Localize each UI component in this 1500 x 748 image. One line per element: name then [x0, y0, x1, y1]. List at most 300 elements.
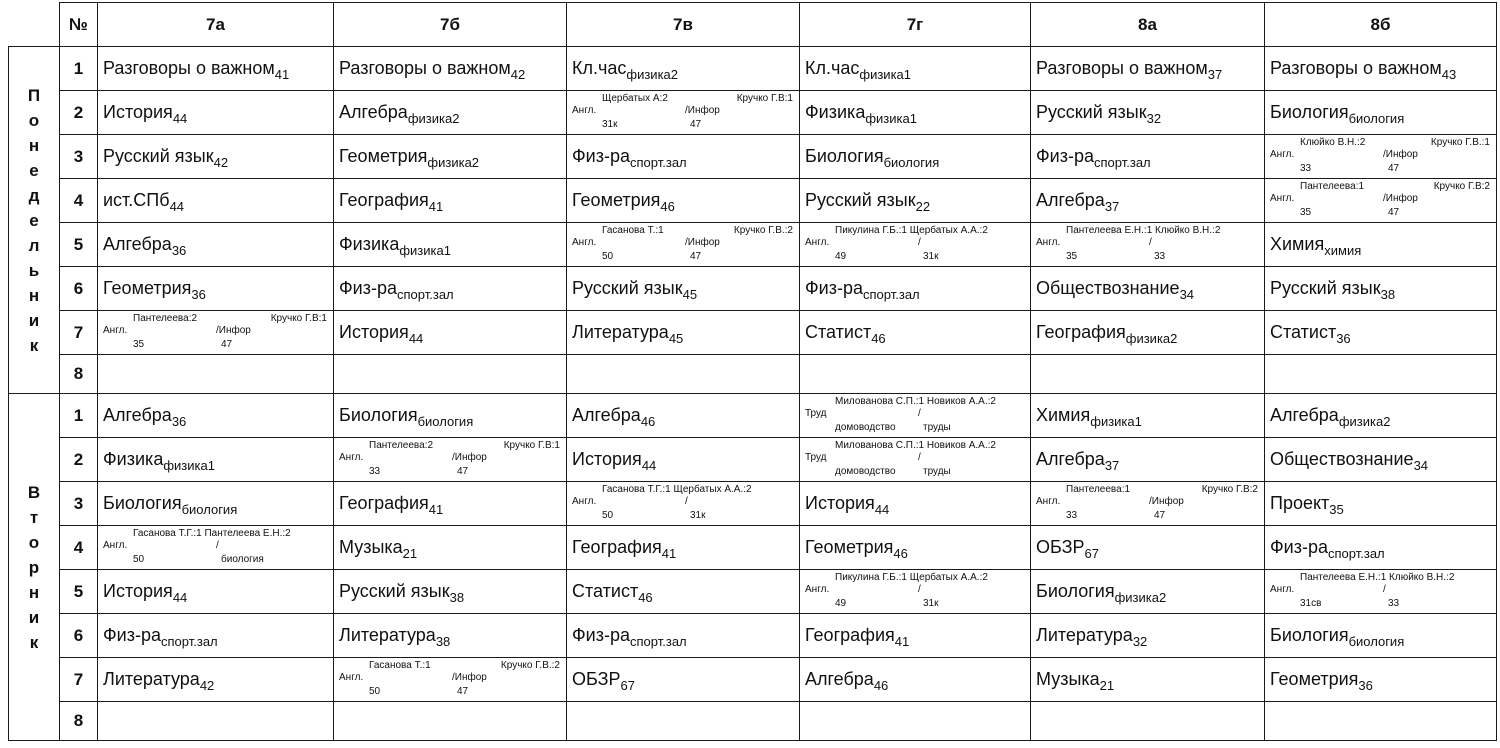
lesson-cell: [98, 179, 334, 223]
split-room: 49: [835, 597, 847, 609]
room-number: 46: [638, 590, 653, 605]
lesson-subject: [339, 405, 474, 429]
lesson-row: [9, 658, 1497, 702]
subject-name: География: [339, 190, 429, 210]
subject-name: Статист: [805, 322, 872, 342]
split-lesson: [103, 527, 333, 569]
lesson-subject: [1036, 405, 1142, 429]
split-room: 35: [1066, 250, 1078, 262]
room-number: 36: [1336, 331, 1351, 346]
lesson-subject: [805, 58, 912, 82]
lesson-cell: [334, 311, 567, 355]
room-number: 44: [169, 199, 185, 214]
subject-name: Биология: [1036, 581, 1115, 601]
lesson-cell: [1031, 526, 1265, 570]
day-label: [9, 47, 60, 394]
lesson-subject: [103, 405, 187, 429]
lesson-row: [9, 355, 1497, 394]
subject-name: Геометрия: [103, 278, 192, 298]
header-class-7g: 7г: [800, 3, 1031, 47]
split-subject: /: [1383, 583, 1386, 595]
lesson-subject: [1270, 102, 1405, 126]
lesson-subject: [805, 669, 889, 693]
lesson-cell: [1265, 394, 1497, 438]
lesson-subject: [339, 493, 444, 517]
subject-name: Музыка: [339, 537, 403, 557]
lesson-cell: [1265, 223, 1497, 267]
lesson-subject: [339, 625, 451, 649]
split-room: труды: [923, 465, 951, 477]
room-number: химия: [1324, 243, 1362, 258]
split-teacher: Пантелеева Е.Н.:1 Клюйко В.Н.:2: [1300, 571, 1455, 583]
split-teacher: Милованова С.П.:1 Новиков А.А.:2: [835, 395, 996, 407]
day-letter: т: [29, 507, 39, 527]
day-name: [28, 480, 40, 655]
room-number: спорт.зал: [630, 634, 687, 649]
lesson-subject: [1036, 322, 1178, 346]
subject-name: Геометрия: [572, 190, 661, 210]
lesson-cell: [98, 614, 334, 658]
subject-name: Разговоры о важном: [339, 58, 511, 78]
lesson-number: 5: [60, 223, 98, 267]
lesson-cell: [567, 267, 800, 311]
day-letter: н: [28, 135, 40, 155]
lesson-cell: [98, 702, 334, 741]
split-teacher: Кручко Г.В:2: [1433, 180, 1490, 192]
lesson-subject: [1270, 234, 1362, 258]
lesson-cell: [98, 394, 334, 438]
room-number: 44: [408, 331, 424, 346]
lesson-subject: [572, 190, 675, 214]
split-room: 47: [690, 250, 702, 262]
subject-name: Алгебра: [805, 669, 874, 689]
lesson-cell: [1031, 658, 1265, 702]
lesson-cell: [800, 267, 1031, 311]
lesson-cell: [800, 570, 1031, 614]
subject-name: Обществознание: [1270, 449, 1414, 469]
schedule-table: [8, 2, 1497, 741]
room-number: 46: [893, 546, 908, 561]
room-number: 35: [1329, 502, 1344, 517]
room-number: 38: [1380, 287, 1396, 302]
lesson-subject: [1036, 146, 1151, 170]
header-class-8b: 8б: [1265, 3, 1497, 47]
split-room: 47: [1388, 162, 1400, 174]
lesson-number: 8: [60, 355, 98, 394]
lesson-cell: [1265, 526, 1497, 570]
split-teacher: Гасанова Т.:1: [369, 659, 431, 671]
room-number: 36: [1358, 678, 1373, 693]
split-subject: Англ.: [1270, 148, 1295, 160]
subject-name: Литература: [572, 322, 669, 342]
split-subject: Англ.: [805, 583, 830, 595]
room-number: физика1: [859, 67, 912, 82]
lesson-subject: [103, 625, 218, 649]
split-lesson: [1270, 136, 1496, 178]
room-number: 41: [428, 502, 444, 517]
lesson-row: [9, 394, 1497, 438]
subject-name: Химия: [1036, 405, 1091, 425]
day-letter: В: [27, 482, 41, 502]
lesson-number: 6: [60, 614, 98, 658]
room-number: 38: [435, 634, 451, 649]
day-letter: е: [29, 160, 39, 180]
lesson-cell: [800, 47, 1031, 91]
split-lesson: [805, 571, 1030, 613]
split-teacher: Гасанова Т.Г.:1 Пантелеева Е.Н.:2: [133, 527, 291, 539]
split-lesson: [1270, 571, 1496, 613]
room-number: 44: [874, 502, 890, 517]
lesson-subject: [1036, 625, 1148, 649]
lesson-subject: [1036, 449, 1120, 473]
room-number: 37: [1104, 458, 1120, 473]
lesson-cell: [1265, 179, 1497, 223]
day-letter: н: [28, 582, 40, 602]
lesson-cell: [800, 311, 1031, 355]
lesson-subject: [103, 278, 206, 302]
day-letter: р: [28, 557, 40, 577]
lesson-cell: [567, 91, 800, 135]
split-room: 31к: [602, 118, 618, 130]
split-subject: Англ.: [572, 495, 597, 507]
day-letter: н: [28, 285, 40, 305]
room-number: 44: [172, 111, 188, 126]
split-teacher: Кручко Г.В.:2: [500, 659, 560, 671]
lesson-cell: [567, 482, 800, 526]
subject-name: История: [103, 102, 173, 122]
split-teacher: Кручко Г.В:2: [1201, 483, 1258, 495]
split-room: 47: [1388, 206, 1400, 218]
split-room: 33: [369, 465, 381, 477]
lesson-subject: [805, 146, 940, 170]
split-subject: Англ.: [572, 104, 597, 116]
room-number: физика1: [399, 243, 451, 258]
subject-name: Биология: [339, 405, 418, 425]
room-number: физика2: [1338, 414, 1391, 429]
lesson-cell: [334, 614, 567, 658]
split-room: 33: [1300, 162, 1312, 174]
lesson-subject: [1270, 669, 1373, 693]
subject-name: История: [103, 581, 173, 601]
lesson-subject: [805, 322, 886, 346]
subject-name: Физ-ра: [572, 625, 631, 645]
room-number: физика2: [1125, 331, 1178, 346]
lesson-subject: [805, 537, 908, 561]
lesson-subject: [572, 537, 677, 561]
subject-name: ОБЗР: [572, 669, 621, 689]
room-number: физика2: [427, 155, 480, 170]
split-subject: /Инфор: [1149, 495, 1184, 507]
lesson-subject: [1036, 190, 1120, 214]
split-subject: Англ.: [103, 324, 128, 336]
subject-name: История: [572, 449, 642, 469]
lesson-subject: [1036, 278, 1195, 302]
lesson-subject: [805, 625, 910, 649]
lesson-cell: [1265, 570, 1497, 614]
lesson-cell: [1031, 267, 1265, 311]
split-room: 47: [457, 685, 469, 697]
room-number: 32: [1146, 111, 1162, 126]
lesson-cell: [334, 482, 567, 526]
room-number: физика1: [865, 111, 917, 126]
subject-name: Физика: [103, 449, 164, 469]
split-subject: Англ.: [103, 539, 128, 551]
subject-name: Физ-ра: [805, 278, 864, 298]
lesson-row: [9, 311, 1497, 355]
split-lesson: [339, 439, 566, 481]
lesson-subject: [805, 102, 917, 126]
lesson-subject: [1036, 537, 1099, 561]
lesson-cell: [98, 135, 334, 179]
split-teacher: Гасанова Т.Г.:1 Щербатых А.А.:2: [602, 483, 752, 495]
room-number: 46: [660, 199, 675, 214]
header-class-7v: 7в: [567, 3, 800, 47]
lesson-subject: [1270, 537, 1385, 561]
subject-name: Русский язык: [1270, 278, 1381, 298]
room-number: 38: [449, 590, 465, 605]
split-room: 47: [1154, 509, 1166, 521]
lesson-cell: [334, 267, 567, 311]
lesson-row: [9, 526, 1497, 570]
lesson-row: [9, 135, 1497, 179]
split-subject: Англ.: [1036, 495, 1061, 507]
split-room: 50: [369, 685, 381, 697]
lesson-subject: [572, 449, 657, 473]
lesson-cell: [1031, 355, 1265, 394]
split-room: домоводство: [835, 465, 896, 477]
room-number: 41: [274, 67, 290, 82]
subject-name: Физ-ра: [572, 146, 631, 166]
lesson-number: 4: [60, 526, 98, 570]
lesson-subject: [1036, 58, 1223, 82]
split-room: 33: [1154, 250, 1166, 262]
split-teacher: Клюйко В.Н.:2: [1300, 136, 1366, 148]
lesson-cell: [1031, 311, 1265, 355]
split-teacher: Щербатых А:2: [602, 92, 668, 104]
lesson-cell: [800, 658, 1031, 702]
lesson-subject: [1036, 581, 1167, 605]
subject-name: Алгебра: [1270, 405, 1339, 425]
lesson-cell: [334, 47, 567, 91]
subject-name: Русский язык: [805, 190, 916, 210]
split-teacher: Пантелеева:2: [369, 439, 434, 451]
split-lesson: [572, 92, 799, 134]
lesson-subject: [572, 625, 687, 649]
subject-name: ист.СПб: [103, 190, 170, 210]
split-lesson: [805, 395, 1030, 437]
subject-name: Алгебра: [339, 102, 408, 122]
room-number: спорт.зал: [630, 155, 687, 170]
room-number: 46: [640, 414, 656, 429]
subject-name: Статист: [572, 581, 639, 601]
subject-name: Физ-ра: [103, 625, 162, 645]
corner-cell: [9, 3, 60, 47]
lesson-cell: [1031, 179, 1265, 223]
lesson-subject: [103, 493, 238, 517]
day-letter: и: [28, 310, 40, 330]
room-number: спорт.зал: [397, 287, 454, 302]
lesson-subject: [103, 581, 188, 605]
room-number: 44: [641, 458, 657, 473]
split-teacher: Пантелеева Е.Н.:1 Клюйко В.Н.:2: [1066, 224, 1221, 236]
lesson-cell: [1265, 482, 1497, 526]
split-teacher: Кручко Г.В.:1: [1430, 136, 1490, 148]
lesson-subject: [572, 405, 656, 429]
split-room: 50: [133, 553, 145, 565]
split-room: 49: [835, 250, 847, 262]
lesson-cell: [567, 702, 800, 741]
lesson-cell: [1031, 702, 1265, 741]
lesson-cell: [1031, 135, 1265, 179]
split-lesson: [339, 659, 566, 701]
lesson-cell: [1265, 135, 1497, 179]
lesson-cell: [800, 482, 1031, 526]
lesson-subject: [1270, 405, 1391, 429]
room-number: 42: [510, 67, 526, 82]
lesson-row: [9, 570, 1497, 614]
lesson-subject: [103, 102, 188, 126]
day-letter: ь: [28, 260, 40, 280]
split-room: 47: [457, 465, 469, 477]
split-subject: Англ.: [1036, 236, 1061, 248]
subject-name: ОБЗР: [1036, 537, 1085, 557]
subject-name: Литература: [103, 669, 200, 689]
subject-name: Геометрия: [1270, 669, 1359, 689]
lesson-row: [9, 179, 1497, 223]
lesson-cell: [334, 179, 567, 223]
header-class-7b: 7б: [334, 3, 567, 47]
lesson-cell: [334, 223, 567, 267]
header-class-7a: 7а: [98, 3, 334, 47]
lesson-cell: [98, 223, 334, 267]
lesson-cell: [98, 482, 334, 526]
lesson-subject: [1270, 322, 1351, 346]
room-number: 34: [1413, 458, 1429, 473]
room-number: 45: [668, 331, 684, 346]
day-name: [28, 83, 40, 358]
lesson-subject: [103, 449, 215, 473]
lesson-subject: [103, 58, 290, 82]
lesson-cell: [98, 526, 334, 570]
subject-name: Физ-ра: [1270, 537, 1329, 557]
subject-name: География: [572, 537, 662, 557]
subject-name: Русский язык: [339, 581, 450, 601]
room-number: 67: [1084, 546, 1099, 561]
split-teacher: Пикулина Г.Б.:1 Щербатых А.А.:2: [835, 571, 988, 583]
subject-name: Алгебра: [103, 234, 172, 254]
split-teacher: Кручко Г.В.:2: [733, 224, 793, 236]
lesson-cell: [567, 355, 800, 394]
subject-name: Физика: [339, 234, 400, 254]
split-subject: /: [918, 451, 921, 463]
lesson-number: 2: [60, 91, 98, 135]
header-number: №: [60, 3, 98, 47]
subject-name: Алгебра: [103, 405, 172, 425]
lesson-cell: [1031, 614, 1265, 658]
subject-name: Литература: [1036, 625, 1133, 645]
lesson-subject: [572, 146, 687, 170]
split-teacher: Кручко Г.В:1: [503, 439, 560, 451]
lesson-subject: [1270, 625, 1405, 649]
lesson-cell: [567, 179, 800, 223]
subject-name: Русский язык: [1036, 102, 1147, 122]
split-room: 31св: [1300, 597, 1322, 609]
lesson-subject: [572, 278, 698, 302]
lesson-cell: [800, 223, 1031, 267]
split-subject: /Инфор: [685, 236, 720, 248]
split-subject: /: [918, 236, 921, 248]
subject-name: Статист: [1270, 322, 1337, 342]
lesson-cell: [800, 355, 1031, 394]
split-subject: Англ.: [339, 671, 364, 683]
room-number: биология: [883, 155, 940, 170]
split-teacher: Милованова С.П.:1 Новиков А.А.:2: [835, 439, 996, 451]
room-number: 32: [1132, 634, 1148, 649]
lesson-row: [9, 47, 1497, 91]
lesson-number: 2: [60, 438, 98, 482]
day-letter: е: [29, 210, 39, 230]
lesson-cell: [567, 438, 800, 482]
room-number: 43: [1441, 67, 1457, 82]
split-room: 31к: [923, 250, 939, 262]
room-number: 46: [873, 678, 889, 693]
room-number: 34: [1179, 287, 1195, 302]
lesson-number: 7: [60, 658, 98, 702]
day-letter: о: [28, 532, 40, 552]
lesson-cell: [1265, 91, 1497, 135]
room-number: физика2: [626, 67, 679, 82]
split-lesson: [103, 312, 333, 354]
lesson-cell: [98, 570, 334, 614]
lesson-subject: [572, 669, 635, 693]
split-lesson: [572, 224, 799, 266]
lesson-cell: [334, 658, 567, 702]
split-room: 31к: [690, 509, 706, 521]
lesson-subject: [339, 102, 460, 126]
split-teacher: Кручко Г.В:1: [736, 92, 793, 104]
lesson-subject: [805, 493, 890, 517]
lesson-cell: [567, 394, 800, 438]
lesson-cell: [1031, 223, 1265, 267]
lesson-subject: [103, 669, 215, 693]
lesson-subject: [103, 234, 187, 258]
lesson-cell: [1031, 394, 1265, 438]
room-number: биология: [1348, 111, 1405, 126]
lesson-row: [9, 267, 1497, 311]
header-class-8a: 8а: [1031, 3, 1265, 47]
subject-name: Биология: [103, 493, 182, 513]
split-subject: /: [918, 583, 921, 595]
day-letter: о: [28, 110, 40, 130]
lesson-cell: [567, 311, 800, 355]
subject-name: Алгебра: [1036, 449, 1105, 469]
lesson-cell: [98, 438, 334, 482]
lesson-cell: [800, 135, 1031, 179]
split-subject: Труд: [805, 407, 827, 419]
split-subject: Англ.: [805, 236, 830, 248]
lesson-number: 8: [60, 702, 98, 741]
lesson-row: [9, 614, 1497, 658]
room-number: 42: [213, 155, 229, 170]
split-subject: Англ.: [1270, 192, 1295, 204]
subject-name: Биология: [1270, 102, 1349, 122]
day-letter: и: [28, 607, 40, 627]
lesson-cell: [334, 135, 567, 179]
lesson-subject: [339, 322, 424, 346]
lesson-number: 3: [60, 135, 98, 179]
lesson-subject: [1270, 58, 1457, 82]
lesson-subject: [572, 58, 679, 82]
